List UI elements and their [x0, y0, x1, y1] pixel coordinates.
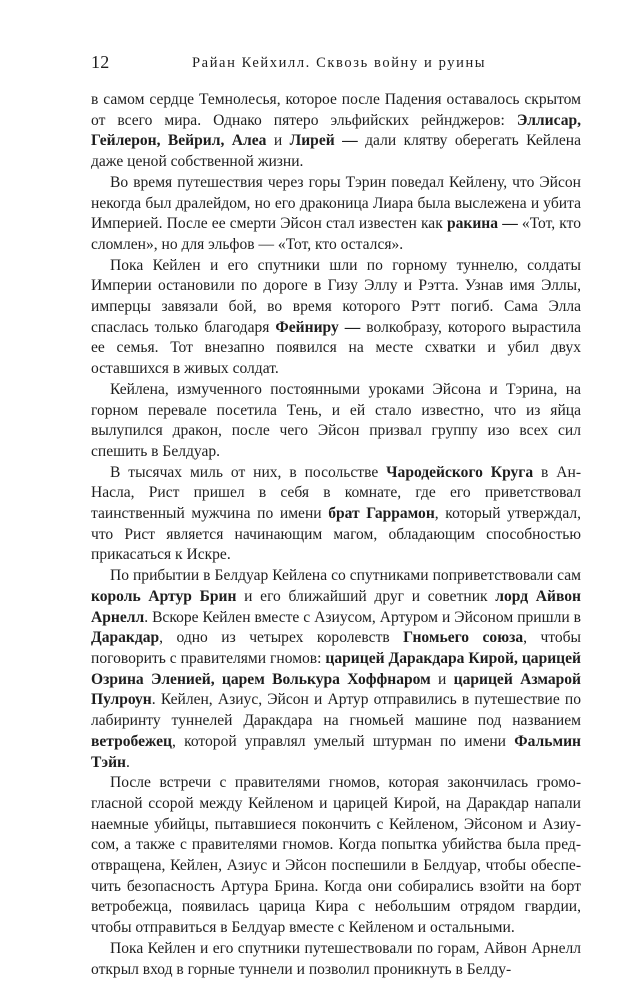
- bold-name: король Артур Брин: [91, 587, 237, 605]
- bold-name: Фейниру —: [275, 318, 361, 336]
- text-run: После встречи с правителями гномов, которая закончилась громогласной ссорой между Кейленом и царицей Кирой, на Даракдар напали наемные убийцы, пытавшиеся покончить с Кейленом, Эйсоном и Азиусом, а также с правителями гномов. Когда попытка убийства была предотвращена, Кейлен, Азиус и Эйсон поспешили в Белдуар, чтобы обеспечить безопасность Артура Брина. Когда они собирались взойти на борт ветробежца, появилась царица Кира с небольшим отрядом гвардии, чтобы отправиться в Белдуар вместе с Кейленом и остальными.: [91, 774, 581, 937]
- bold-name: лорд Айвон Арнелл: [91, 587, 581, 626]
- bold-name: царицей Даракдара Кирой, царицей Озрина Эленией, царем Волькура Хоффнаром: [91, 649, 581, 688]
- text-run: волкобразу, которого вырастила ее семья. Тот внезапно появился на месте схватки и убил двух оставшихся в живых солдат.: [91, 318, 582, 378]
- text-run: и: [266, 132, 290, 150]
- text-run: Пока Кейлен и его спутники путешествовали по горам, Айвон Арнелл открыл вход в горные туннели и позволил проникнуть в Белду-: [91, 939, 581, 978]
- bold-name: ракина —: [446, 215, 518, 233]
- paragraph: [91, 773, 581, 939]
- paragraph: [91, 380, 581, 463]
- page-header: [91, 52, 581, 76]
- text-run: В тысячах миль от них, в посольстве: [110, 463, 387, 481]
- bold-name: ветробежец: [91, 732, 172, 750]
- text-run: Пока Кейлен и его спутники шли по горному туннелю, солдаты Империи остановили по дороге в Гизу Эллу и Рэтта. Узнав имя Эллы, имперцы завязали бой, во время которого Рэтт погиб. Сама Элла спаслась только благодаря: [91, 256, 581, 336]
- text-run: , чтобы поговорить с правителями гномов:: [91, 629, 581, 667]
- text-run: . Вскоре Кейлен вместе с Азиусом, Артуром и Эйсоном пришли в: [144, 608, 581, 626]
- bold-name: царицей Азмарой Пулроун: [91, 670, 581, 709]
- text-run: дали клятву оберегать Кейлена даже ценой собственной жизни.: [91, 132, 582, 171]
- body-text: [91, 90, 581, 980]
- bold-name: Фальмин Тэйн: [91, 732, 581, 771]
- text-run: «Тот, кто сломлен», но для эльфов — «Тот, кто остался».: [91, 215, 582, 253]
- bold-name: Лирей —: [289, 132, 358, 150]
- paragraph: [91, 256, 581, 380]
- text-run: Во время путешествия через горы Тэрин поведал Кейлену, что Эйсон некогда был дралейдом, но его драконица Лиара была выслежена и убита Империей. После ее смерти Эйсон стал известен как: [91, 173, 581, 233]
- bold-name: брат Гаррамон: [328, 505, 435, 523]
- paragraph: [91, 90, 581, 173]
- running-head: Райан Кейхилл. Сквозь войну и руины: [192, 55, 487, 71]
- text-run: , одно из четырех королевств: [159, 629, 404, 647]
- text-run: , которой управлял умелый штурман по имени: [171, 732, 515, 750]
- text-run: в самом сердце Темнолесья, которое после Падения оставалось скрытом от всего мира. Однако пятеро эльфийских рейнджеров:: [91, 91, 581, 129]
- text-run: в Ан-Насла, Рист пришел в себя в комнате, где его приветствовал таинственный мужчина по имени: [91, 463, 581, 523]
- text-run: .: [126, 753, 130, 771]
- book-page: [91, 0, 581, 1000]
- text-run: Кейлена, измученного постоянными уроками Эйсона и Тэрина, на горном перевале посетила Тень, и ей стало известно, что из яйца вылупился дракон, после чего Эйсон призвал группу изо всех сил спешить в Белдуар.: [91, 380, 581, 460]
- bold-name: Эллисар, Гейлерон, Вейрил, Алеа: [91, 111, 581, 150]
- paragraph: [91, 173, 581, 256]
- paragraph: [91, 566, 581, 773]
- bold-name: Даракдар: [91, 629, 160, 647]
- bold-name: Чародейского Круга: [386, 463, 534, 481]
- text-run: и: [430, 670, 454, 688]
- page-number: 12: [91, 52, 110, 72]
- text-run: , который утверждал, что Рист является начинающим магом, обладающим способностью прикасаться к Искре.: [91, 505, 581, 564]
- paragraph: [91, 939, 581, 980]
- text-run: По прибытии в Белдуар Кейлена со спутниками поприветствовали сам: [110, 567, 581, 585]
- paragraph: [91, 463, 581, 567]
- text-run: . Кейлен, Азиус, Эйсон и Артур отправились в путешествие по лабиринту туннелей Даракдара на гномьей машине под названием: [91, 691, 581, 730]
- text-run: и его ближайший друг и советник: [236, 587, 496, 605]
- bold-name: Гномьего союза: [403, 629, 524, 647]
